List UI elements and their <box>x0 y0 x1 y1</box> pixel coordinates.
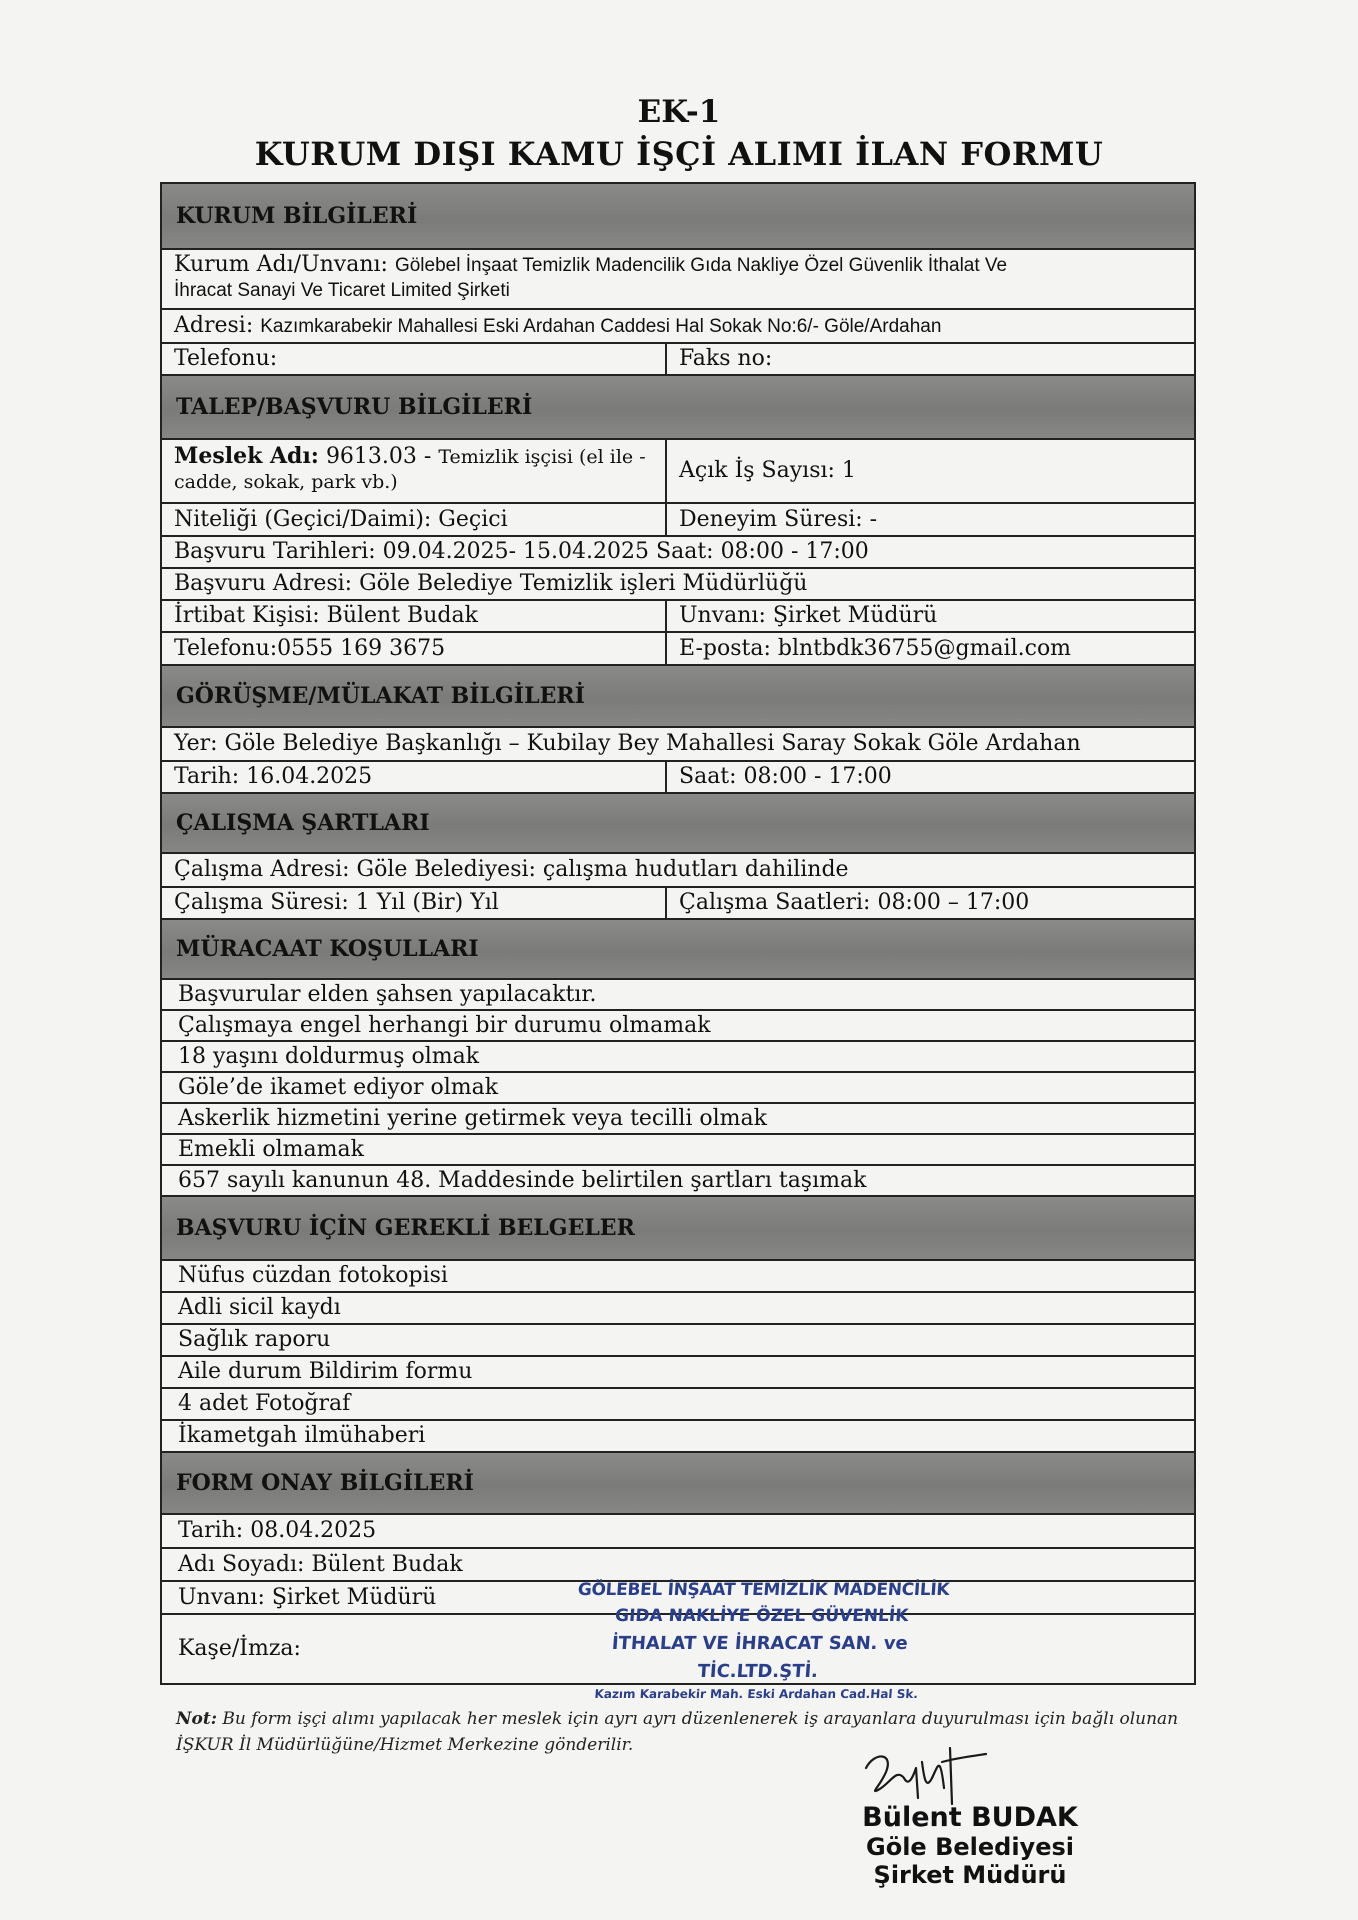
row-gorusme-tarih <box>162 762 1194 794</box>
row-kurum-address <box>162 310 1194 344</box>
stamp-line4: Kazım Karabekir Mah. Eski Ardahan Cad.Hal Sk. <box>594 1687 919 1702</box>
acik-is-sayisi: Açık İş Sayısı: 1 <box>679 458 856 484</box>
muracaat-list <box>162 980 1194 1197</box>
row-meslek <box>162 440 1194 504</box>
announcement-form <box>160 182 1196 1685</box>
row-nitelik <box>162 504 1194 537</box>
irtibat-eposta: E-posta: blntbdk36755@gmail.com <box>679 635 1072 661</box>
footnote-label: Not: <box>176 1709 218 1729</box>
irtibat-unvan: Unvanı: Şirket Müdürü <box>679 603 938 629</box>
section-belgeler: BAŞVURU İÇİN GEREKLİ BELGELER <box>162 1197 1194 1261</box>
gorusme-yer: Yer: Göle Belediye Başkanlığı – Kubilay Bey Mahallesi Saray Sokak Göle Ardahan <box>174 731 1081 757</box>
section-muracaat: MÜRACAAT KOŞULLARI <box>162 920 1194 980</box>
list-item: Çalışmaya engel herhangi bir durumu olmamak <box>162 1011 1194 1042</box>
kurum-address-value: Kazımkarabekir Mahallesi Eski Ardahan Caddesi Hal Sokak No:6/- Göle/Ardahan <box>260 315 942 337</box>
onay-kase-imza: Kaşe/İmza: <box>178 1636 301 1662</box>
calisma-suresi: Çalışma Süresi: 1 Yıl (Bir) Yıl <box>162 888 667 918</box>
section-calisma: ÇALIŞMA ŞARTLARI <box>162 794 1194 854</box>
annex-label: EK-1 <box>637 94 721 130</box>
nitelik: Niteliği (Geçici/Daimi): Geçici <box>162 504 667 535</box>
list-item: 4 adet Fotoğraf <box>162 1389 1194 1421</box>
section-onay: FORM ONAY BİLGİLERİ <box>162 1453 1194 1515</box>
calisma-saatleri: Çalışma Saatleri: 08:00 – 17:00 <box>679 890 1030 916</box>
kurum-address-label: Adresi: <box>174 313 254 339</box>
signatory-name: Bülent BUDAK <box>862 1802 1078 1833</box>
kurum-name-label: Kurum Adı/Unvanı: <box>174 252 388 277</box>
onay-tarih: Tarih: 08.04.2025 <box>178 1518 377 1544</box>
stamp-line1: GÖLEBEL İNŞAAT TEMİZLİK MADENCİLİK <box>577 1580 950 1600</box>
gorusme-tarih: Tarih: 16.04.2025 <box>162 762 667 792</box>
section-talep: TALEP/BAŞVURU BİLGİLERİ <box>162 376 1194 440</box>
meslek-code: 9613.03 - <box>325 444 432 469</box>
row-kurum-phone <box>162 344 1194 376</box>
list-item: Başvurular elden şahsen yapılacaktır. <box>162 980 1194 1011</box>
onay-unvani: Unvanı: Şirket Müdürü <box>178 1584 437 1610</box>
kurum-name-line2: İhracat Sanayi Ve Ticaret Limited Şirketi <box>174 279 510 301</box>
row-gorusme-yer <box>162 728 1194 762</box>
footnote <box>176 1707 1196 1758</box>
deneyim-suresi: Deneyim Süresi: - <box>679 506 878 532</box>
list-item: Emekli olmamak <box>162 1135 1194 1166</box>
signature-block <box>820 1802 1120 1889</box>
row-basvuru-tarihleri <box>162 537 1194 569</box>
row-kurum-name <box>162 250 1194 310</box>
gorusme-saat: Saat: 08:00 - 17:00 <box>679 764 892 790</box>
row-basvuru-adresi <box>162 569 1194 601</box>
irtibat-telefon: Telefonu:0555 169 3675 <box>162 633 667 664</box>
basvuru-tarihleri: Başvuru Tarihleri: 09.04.2025- 15.04.2025 Saat: 08:00 - 17:00 <box>174 539 869 565</box>
meslek-label: Meslek Adı: <box>174 443 319 469</box>
footnote-text: Bu form işçi alımı yapılacak her meslek için ayrı ayrı düzenlenerek iş arayanlara duyurulması için bağlı olunan İŞKUR İl Müdürlüğüne/Hizmet Merkezine gönderilir. <box>176 1709 1179 1755</box>
irtibat-kisisi: İrtibat Kişisi: Bülent Budak <box>162 601 667 631</box>
stamp-line3: İTHALAT VE İHRACAT SAN. ve TİC.LTD.ŞTİ. <box>611 1632 909 1682</box>
signatory-org: Göle Belediyesi <box>866 1833 1074 1861</box>
stamp-line2: GIDA NAKLİYE ÖZEL GÜVENLİK <box>614 1606 910 1627</box>
meslek-line1: Temizlik işçisi (el ile - <box>438 446 646 468</box>
basvuru-adresi: Başvuru Adresi: Göle Belediye Temizlik işleri Müdürlüğü <box>174 571 808 597</box>
list-item: 18 yaşını doldurmuş olmak <box>162 1042 1194 1073</box>
list-item: İkametgah ilmühaberi <box>162 1421 1194 1453</box>
row-irtibat <box>162 601 1194 633</box>
kurum-name-line1: Gölebel İnşaat Temizlik Madencilik Gıda Nakliye Özel Güvenlik İthalat Ve <box>394 255 1008 276</box>
section-kurum: KURUM BİLGİLERİ <box>162 184 1194 250</box>
row-calisma-adres <box>162 854 1194 888</box>
row-onay-tarih <box>162 1515 1194 1549</box>
list-item: Sağlık raporu <box>162 1325 1194 1357</box>
signatory-role: Şirket Müdürü <box>873 1861 1067 1889</box>
row-calisma-sure <box>162 888 1194 920</box>
form-title: KURUM DIŞI KAMU İŞÇİ ALIMI İLAN FORMU <box>254 135 1104 173</box>
list-item: Göle’de ikamet ediyor olmak <box>162 1073 1194 1104</box>
belgeler-list <box>162 1261 1194 1453</box>
list-item: Nüfus cüzdan fotokopisi <box>162 1261 1194 1293</box>
list-item: Askerlik hizmetini yerine getirmek veya tecilli olmak <box>162 1104 1194 1135</box>
list-item: 657 sayılı kanunun 48. Maddesinde belirtilen şartları taşımak <box>162 1166 1194 1197</box>
meslek-line2: cadde, sokak, park vb.) <box>174 470 398 493</box>
kurum-fax-label: Faks no: <box>679 346 773 372</box>
company-stamp <box>556 1577 965 1704</box>
kurum-phone-label: Telefonu: <box>174 346 278 372</box>
handwritten-signature <box>860 1738 1000 1808</box>
section-gorusme: GÖRÜŞME/MÜLAKAT BİLGİLERİ <box>162 666 1194 728</box>
list-item: Adli sicil kaydı <box>162 1293 1194 1325</box>
onay-adi-soyadi: Adı Soyadı: Bülent Budak <box>178 1551 463 1577</box>
list-item: Aile durum Bildirim formu <box>162 1357 1194 1389</box>
calisma-adresi: Çalışma Adresi: Göle Belediyesi: çalışma hudutları dahilinde <box>174 857 849 883</box>
row-iletisim <box>162 633 1194 666</box>
